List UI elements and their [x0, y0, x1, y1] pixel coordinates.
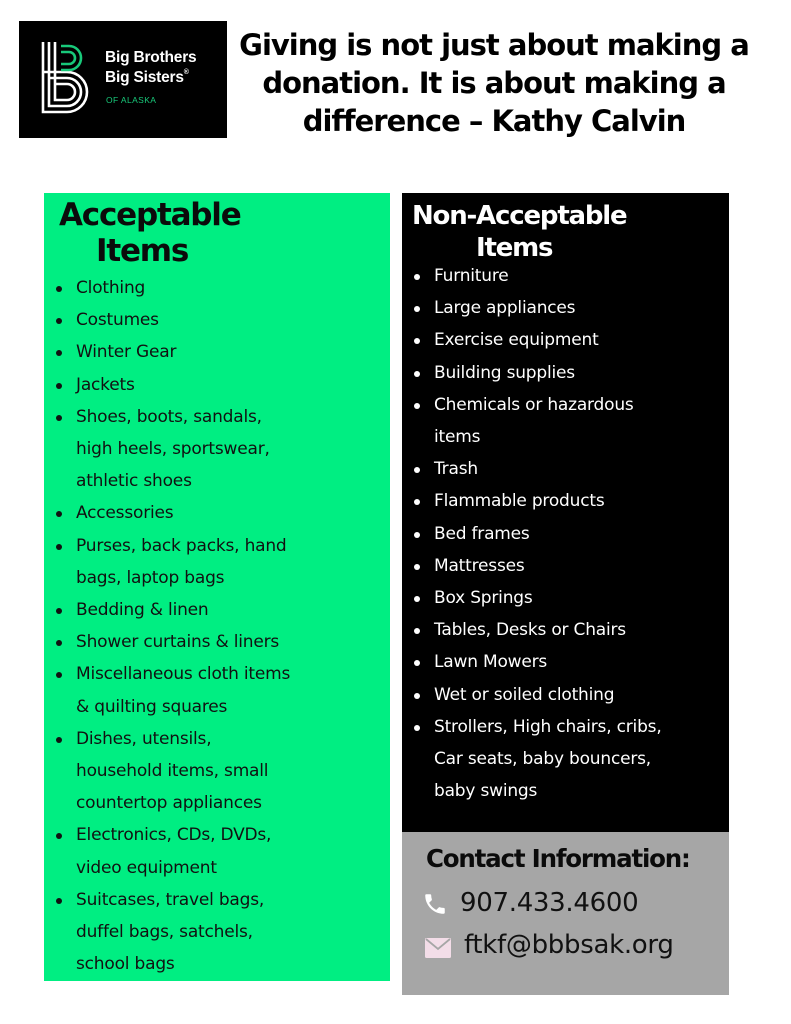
phone-icon — [422, 891, 448, 917]
list-item: Box Springs — [402, 582, 662, 614]
phone-number[interactable]: 907.433.4600 — [460, 888, 639, 918]
list-item: Bed frames — [402, 518, 662, 550]
quote-line: difference – Kathy Calvin — [302, 104, 686, 138]
email-address[interactable]: ftkf@bbbsak.org — [464, 930, 674, 960]
list-item: video equipment — [76, 857, 217, 878]
list-item: Exercise equipment — [402, 324, 662, 356]
list-item: school bags — [76, 954, 175, 975]
list-item: Large appliances — [402, 292, 662, 324]
acceptable-items-panel — [44, 193, 390, 981]
list-item: bags, laptop bags — [76, 567, 225, 588]
list-item: Shower curtains & liners — [44, 626, 290, 658]
list-item: Electronics, CDs, DVDs, — [44, 819, 290, 851]
list-item: Dishes, utensils, — [44, 723, 290, 755]
list-item: Furniture — [402, 260, 662, 292]
logo-text-line2: Big Sisters® — [105, 69, 189, 86]
list-item: Miscellaneous cloth items — [44, 658, 290, 690]
quote-heading — [232, 26, 756, 140]
list-item: athletic shoes — [76, 471, 192, 492]
bbbs-logo-icon — [39, 40, 95, 114]
list-item: Winter Gear — [44, 336, 290, 368]
list-item: Accessories — [44, 497, 290, 529]
list-item: & quilting squares — [76, 696, 228, 717]
list-item: Car seats, baby bouncers, — [434, 749, 652, 770]
quote-line: Giving is not just about making a — [239, 28, 749, 62]
list-item: Shoes, boots, sandals, — [44, 401, 290, 433]
list-item: Jackets — [44, 369, 290, 401]
non-acceptable-list — [402, 260, 662, 807]
list-item: duffel bags, satchels, — [76, 922, 253, 943]
acceptable-title: Acceptable — [59, 197, 241, 233]
list-item: Clothing — [44, 272, 290, 304]
contact-title: Contact Information: — [426, 844, 690, 873]
list-item: Tables, Desks or Chairs — [402, 614, 662, 646]
logo — [19, 21, 227, 138]
list-item: Mattresses — [402, 550, 662, 582]
list-item: items — [434, 427, 481, 448]
logo-text-line1: Big Brothers — [105, 49, 197, 66]
non-acceptable-items-panel — [402, 193, 729, 832]
logo-text-line3: OF ALASKA — [106, 95, 157, 105]
list-item: Costumes — [44, 304, 290, 336]
non-acceptable-title: Non-Acceptable — [412, 201, 627, 231]
list-item: Trash — [402, 453, 662, 485]
list-item: countertop appliances — [76, 793, 262, 814]
list-item: high heels, sportswear, — [76, 439, 270, 460]
list-item: baby swings — [434, 781, 538, 802]
quote-line: donation. It is about making a — [262, 66, 726, 100]
list-item: Wet or soiled clothing — [402, 679, 662, 711]
list-item: Strollers, High chairs, cribs, — [402, 711, 662, 743]
list-item: Flammable products — [402, 485, 662, 517]
acceptable-title-line2: Items — [96, 233, 189, 269]
list-item: Suitcases, travel bags, — [44, 884, 290, 916]
list-item: Bedding & linen — [44, 594, 290, 626]
non-acceptable-title-line2: Items — [476, 233, 553, 263]
list-item: Lawn Mowers — [402, 646, 662, 678]
list-item: Building supplies — [402, 357, 662, 389]
list-item: household items, small — [76, 761, 269, 782]
mail-icon — [425, 938, 451, 958]
acceptable-list — [44, 272, 290, 980]
list-item: Purses, back packs, hand — [44, 530, 290, 562]
contact-panel — [402, 832, 729, 995]
list-item: Chemicals or hazardous — [402, 389, 662, 421]
